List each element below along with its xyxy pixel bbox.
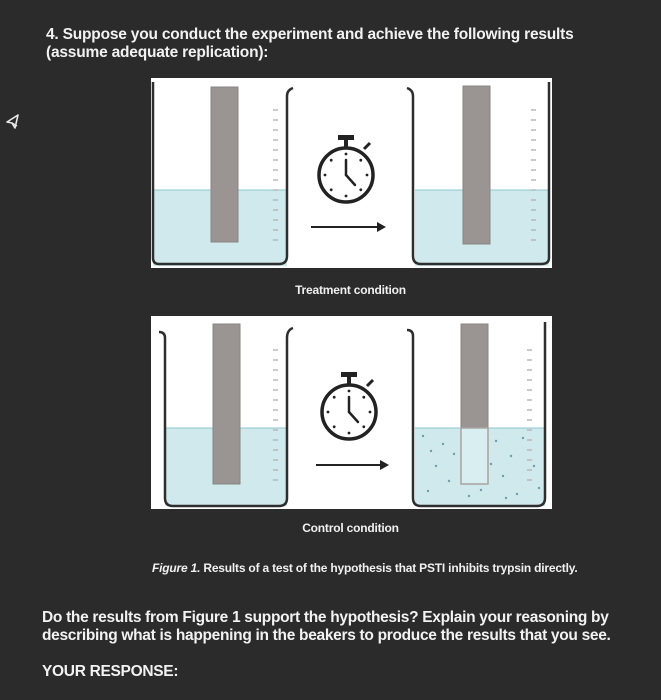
- stopwatch-icon: [322, 372, 376, 439]
- response-label: YOUR RESPONSE:: [42, 663, 179, 680]
- control-beaker-before: [159, 324, 293, 506]
- stopwatch-icon: [319, 135, 373, 202]
- cursor-arrow-icon: [4, 112, 22, 132]
- treatment-beaker-after: [407, 82, 549, 266]
- arrow-right-icon: [311, 222, 386, 232]
- test-strip: [213, 324, 240, 484]
- figure-caption: [152, 561, 577, 575]
- prompt-text: Do the results from Figure 1 support the hypothesis? Explain your reasoning by describing what is happening in the beakers to produce the results that you see.: [42, 609, 611, 644]
- test-strip-digested: [461, 428, 488, 484]
- treatment-beaker-before: [153, 82, 293, 266]
- arrow-right-icon: [316, 460, 389, 470]
- figure-caption-text: Results of a test of the hypothesis that PSTI inhibits trypsin directly.: [200, 561, 578, 575]
- test-strip: [461, 324, 488, 428]
- control-figure-panel: [151, 316, 552, 509]
- figure-caption-label: Figure 1.: [152, 561, 201, 575]
- test-strip: [463, 86, 490, 244]
- question-text: 4. Suppose you conduct the experiment and achieve the following results (assume adequate replication):: [46, 26, 574, 61]
- treatment-figure-panel: [151, 78, 552, 268]
- control-beaker-after: [407, 322, 545, 506]
- control-caption: Control condition: [302, 521, 399, 535]
- treatment-caption: Treatment condition: [295, 283, 406, 297]
- test-strip: [211, 87, 238, 242]
